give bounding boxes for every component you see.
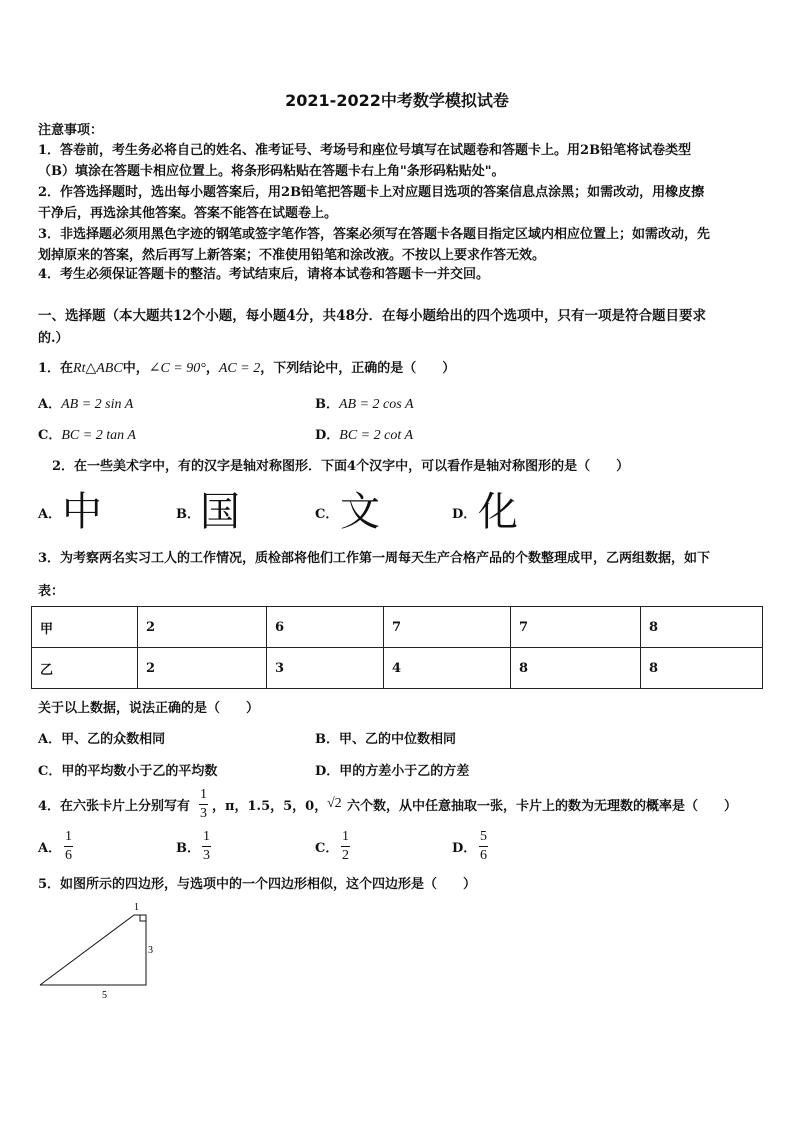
q3-option-c: C．甲的平均数小于乙的平均数 xyxy=(38,764,218,779)
q1-option-c xyxy=(38,427,136,444)
q4-list: ，π，1.5，5，0， xyxy=(212,799,328,814)
q1-option-a xyxy=(38,396,133,413)
fraction-numerator: 5 xyxy=(480,829,487,844)
q1-triangle: Rt△ABC xyxy=(73,361,123,376)
section-heading: 一、选择题（本大题共12个小题，每小题4分，共48分．在每小题给出的四个选项中，只有一项是符合题目要求 xyxy=(38,308,706,324)
q1-suffix: ，下列结论中，正确的是（ ） xyxy=(260,361,456,376)
notice-line: 3．非选择题必须用黑色字迹的钢笔或签字笔作答，答案必须写在答题卡各题目指定区域内相应位置上；如需改动，先 xyxy=(38,227,711,242)
option-label: B． xyxy=(315,397,339,412)
notice-line: 2．作答选择题时，选出每小题答案后，用2B铅笔把答题卡上对应题目选项的答案信息点涂黑；如需改动，用橡皮擦 xyxy=(38,185,705,200)
fraction-bar xyxy=(202,846,211,847)
q4-option-b-fraction xyxy=(202,830,211,863)
q1-angle: ∠C = 90° xyxy=(148,361,206,376)
table-cell: 2 xyxy=(138,607,267,648)
q3-data-table xyxy=(31,606,763,689)
notice-heading: 注意事项： xyxy=(38,123,104,138)
q1-option-b xyxy=(315,396,414,413)
q1-option-d xyxy=(315,427,413,444)
option-text: AB = 2 sin A xyxy=(61,397,134,412)
table-row xyxy=(32,648,763,689)
q4-sqrt: √2 xyxy=(327,796,342,811)
option-text: BC = 2 cot A xyxy=(339,428,414,443)
table-cell: 8 xyxy=(641,648,763,689)
option-label: C． xyxy=(38,428,62,443)
table-cell: 3 xyxy=(267,648,384,689)
q2-option-a-char: 中 xyxy=(62,489,102,535)
q1-mid1: 中， xyxy=(122,361,149,376)
fraction-denominator: 2 xyxy=(342,848,349,863)
q4-option-d-fraction xyxy=(479,830,488,863)
q2-option-b-char: 国 xyxy=(200,489,240,535)
table-cell: 乙 xyxy=(32,648,138,689)
q2-option-b-label: B． xyxy=(176,507,200,522)
option-label: D． xyxy=(315,428,340,443)
label-bottom: 5 xyxy=(102,990,107,1001)
q2-option-a-label: A． xyxy=(38,507,62,522)
fraction-bar xyxy=(199,804,208,805)
notice-line: 干净后，再选涂其他答案。答案不能答在试题卷上。 xyxy=(38,206,338,221)
q4-option-a-fraction xyxy=(64,830,73,863)
option-text: AB = 2 cos A xyxy=(339,397,414,412)
option-label: A． xyxy=(38,397,62,412)
q1-stem xyxy=(38,360,455,377)
q1-mid2: ， xyxy=(205,361,219,376)
label-right: 3 xyxy=(148,945,153,956)
option-text: BC = 2 tan A xyxy=(61,428,136,443)
fraction-numerator: 1 xyxy=(65,829,72,844)
q2-option-d-char: 化 xyxy=(478,489,518,535)
fraction-numerator: 1 xyxy=(200,787,207,802)
table-cell: 4 xyxy=(384,648,511,689)
fraction-bar xyxy=(341,846,350,847)
fraction-bar xyxy=(64,846,73,847)
q2-option-c-label: C． xyxy=(315,507,339,522)
q3-option-d: D．甲的方差小于乙的方差 xyxy=(315,764,470,779)
page-title: 2021-2022中考数学模拟试卷 xyxy=(285,91,509,110)
q2-stem: 2．在一些美术字中，有的汉字是轴对称图形．下面4个汉字中，可以看作是轴对称图形的是（ ） xyxy=(52,459,630,474)
q3-stem: 3．为考察两名实习工人的工作情况，质检部将他们工作第一周每天生产合格产品的个数整理成甲，乙两组数据，如下 xyxy=(38,551,711,566)
table-cell: 6 xyxy=(267,607,384,648)
fraction-bar xyxy=(479,846,488,847)
q5-quadrilateral-figure xyxy=(30,898,170,1008)
section-heading-cont: 的.） xyxy=(38,331,69,346)
q4-option-c-fraction xyxy=(341,830,350,863)
fraction-numerator: 1 xyxy=(342,829,349,844)
notice-line: 4．考生必须保证答题卡的整洁。考试结束后，请将本试卷和答题卡一并交回。 xyxy=(38,267,490,282)
q3-stem-cont: 表： xyxy=(38,584,65,599)
q3-option-b: B．甲、乙的中位数相同 xyxy=(315,732,456,747)
notice-line: 1．答卷前，考生务必将自己的姓名、准考证号、考场号和座位号填写在试题卷和答题卡上。用2B铅笔将试卷类型 xyxy=(38,143,692,158)
label-top: 1 xyxy=(134,902,139,913)
right-angle-mark xyxy=(140,915,146,921)
table-cell: 8 xyxy=(511,648,641,689)
fraction-denominator: 6 xyxy=(480,848,487,863)
fraction-denominator: 3 xyxy=(200,806,207,821)
fraction-numerator: 1 xyxy=(203,829,210,844)
q1-side: AC = 2 xyxy=(218,361,261,376)
q4-option-d-label: D． xyxy=(452,841,477,856)
q5-stem: 5．如图所示的四边形，与选项中的一个四边形相似，这个四边形是（ ） xyxy=(38,877,477,892)
fraction-denominator: 6 xyxy=(65,848,72,863)
quadrilateral-outline xyxy=(40,915,146,985)
q4-prefix: 4．在六张卡片上分别写有 xyxy=(38,799,191,814)
table-cell: 甲 xyxy=(32,607,138,648)
q4-suffix: 六个数，从中任意抽取一张，卡片上的数为无理数的概率是（ ） xyxy=(347,799,738,814)
q3-option-a: A．甲、乙的众数相同 xyxy=(38,732,166,747)
fraction-denominator: 3 xyxy=(203,848,210,863)
table-row xyxy=(32,607,763,648)
table-cell: 8 xyxy=(641,607,763,648)
q1-prefix: 1．在 xyxy=(38,361,74,376)
table-cell: 7 xyxy=(384,607,511,648)
q2-option-c-char: 文 xyxy=(340,489,380,535)
q2-option-d-label: D． xyxy=(452,507,477,522)
table-cell: 2 xyxy=(138,648,267,689)
notice-line: 划掉原来的答案，然后再写上新答案；不准使用铅笔和涂改液。不按以上要求作答无效。 xyxy=(38,248,546,263)
notice-line: （B）填涂在答题卡相应位置上。将条形码粘贴在答题卡右上角"条形码粘贴处"。 xyxy=(38,164,505,179)
q4-fraction xyxy=(199,788,208,821)
table-cell: 7 xyxy=(511,607,641,648)
q4-option-b-label: B． xyxy=(176,841,200,856)
q4-option-c-label: C． xyxy=(315,841,339,856)
q4-option-a-label: A． xyxy=(38,841,62,856)
q3-question: 关于以上数据，说法正确的是（ ） xyxy=(38,701,260,716)
